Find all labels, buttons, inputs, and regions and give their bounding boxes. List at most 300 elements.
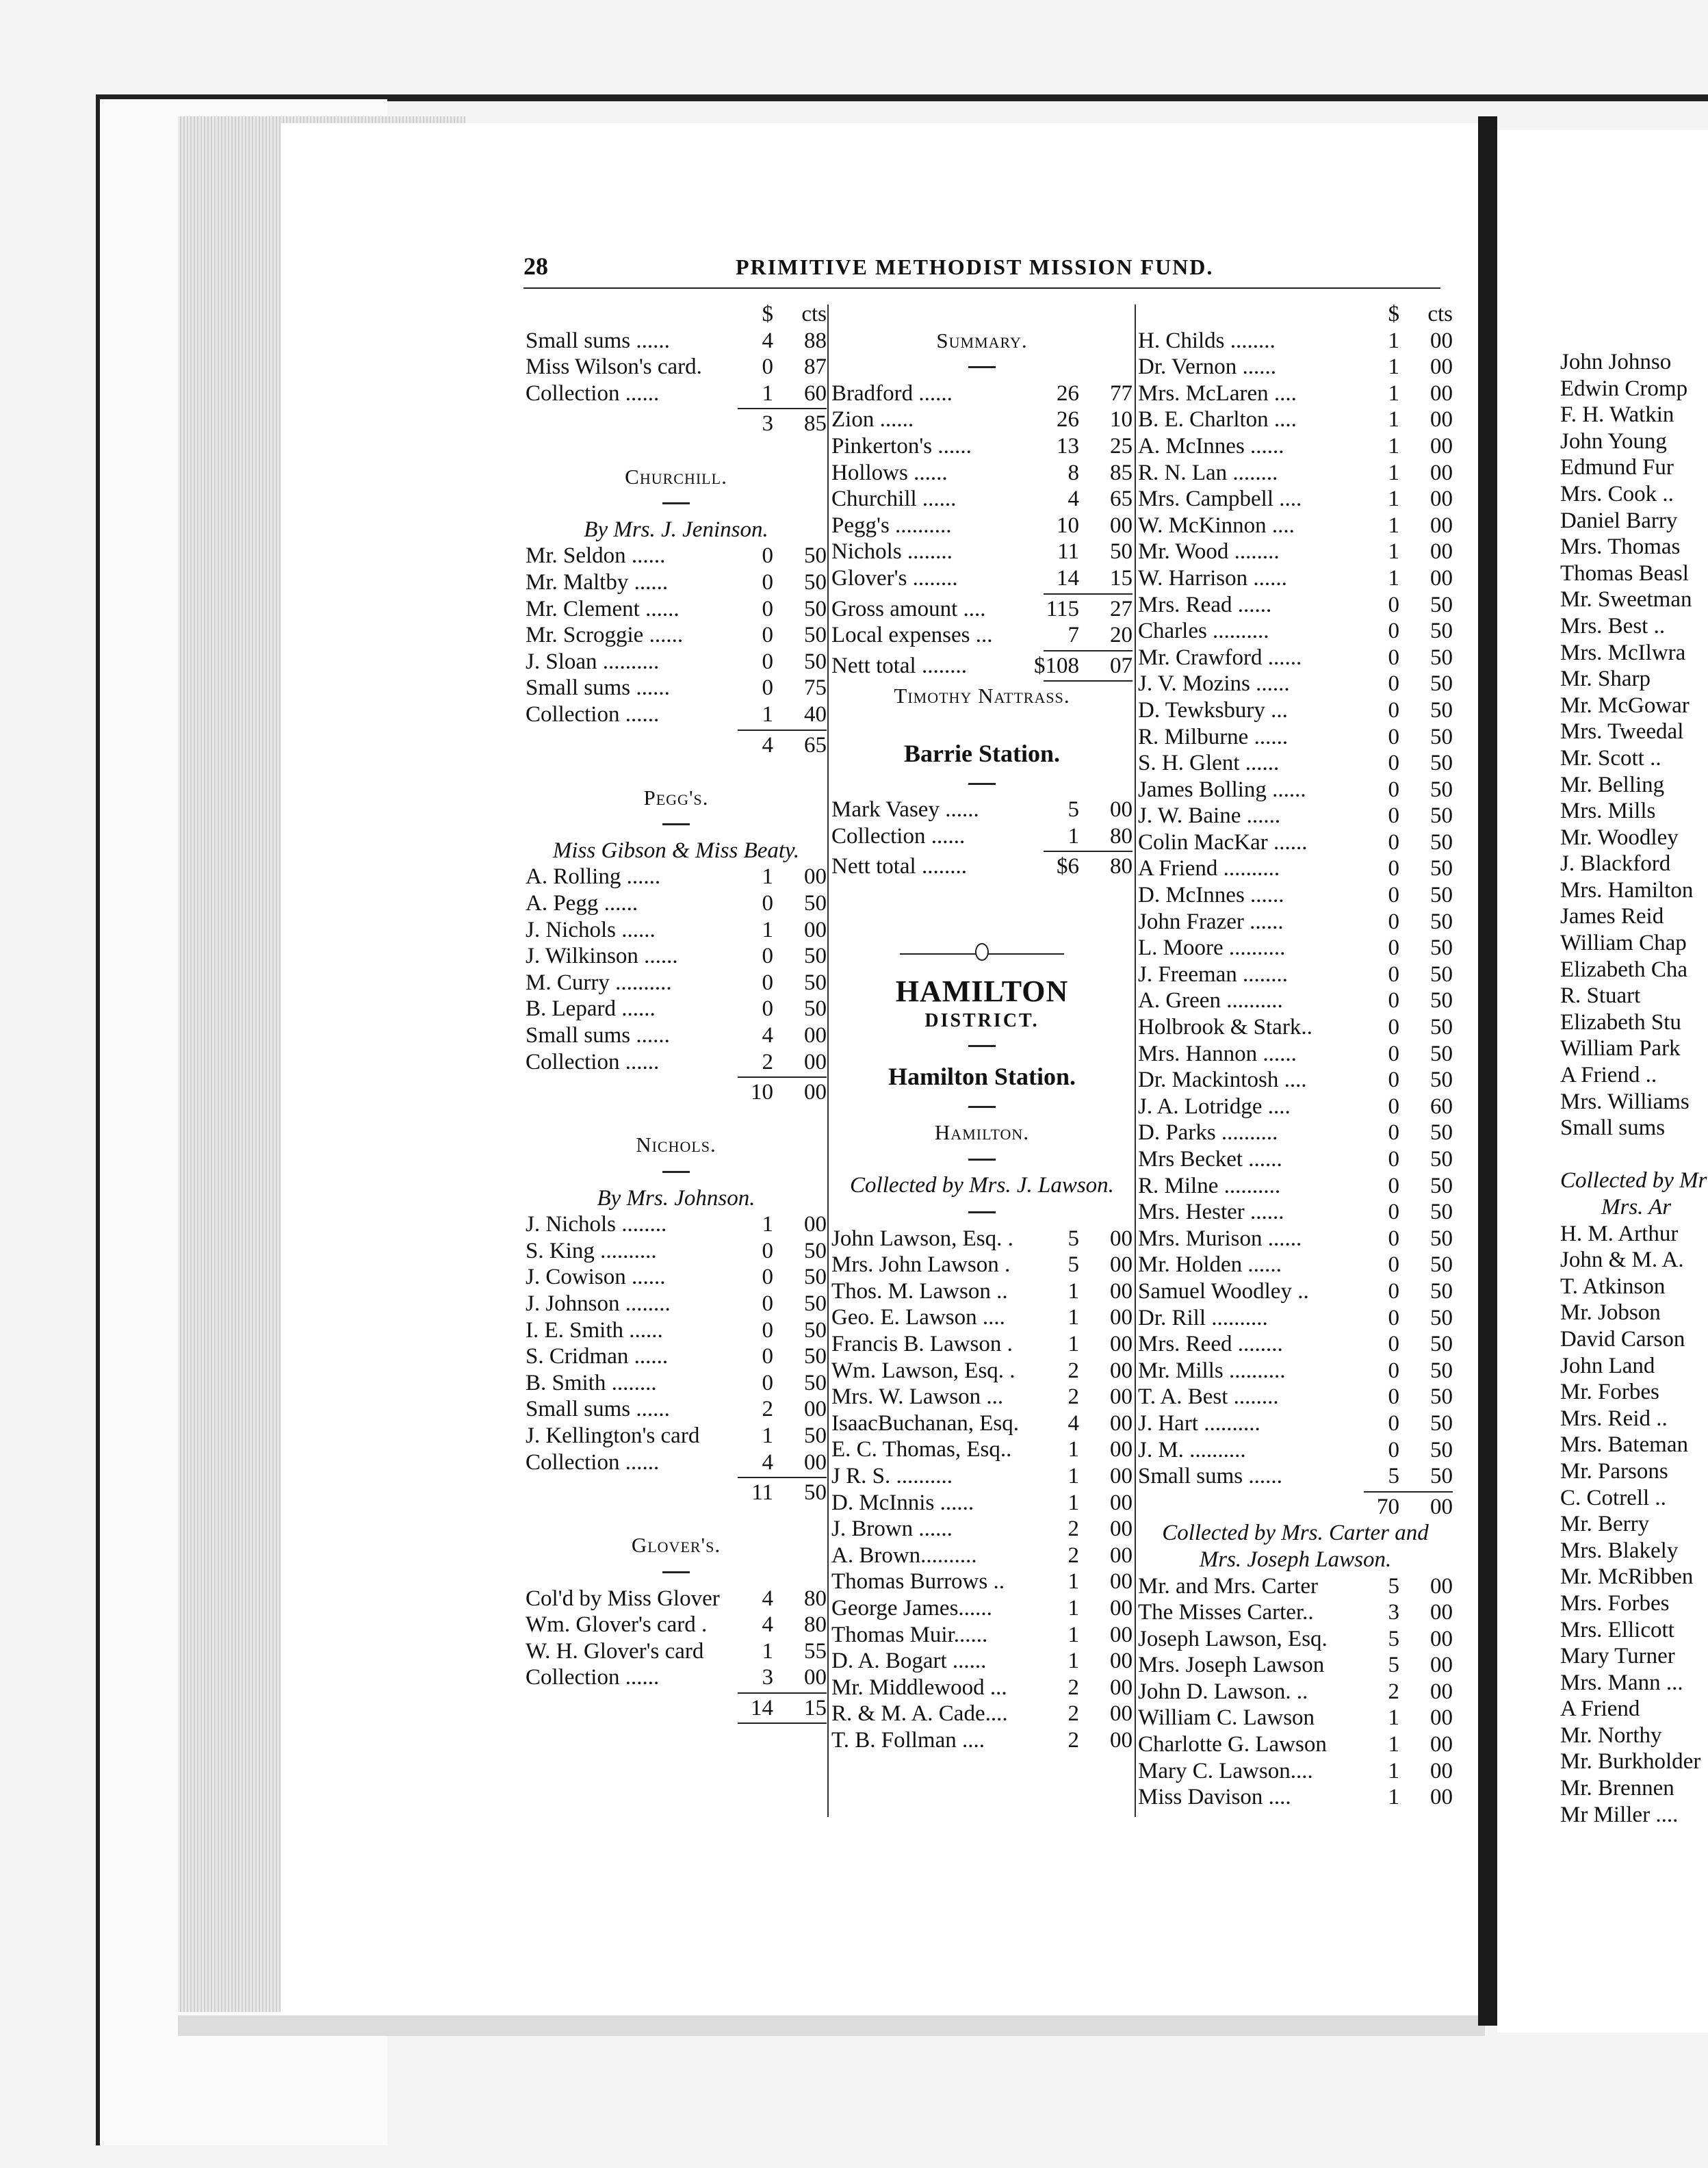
- entry-name: Mrs. W. Lawson ...: [831, 1384, 1004, 1410]
- entry-row: [526, 1586, 827, 1612]
- next-page-entry: Mrs. Thomas: [1560, 534, 1681, 560]
- entry-row: [526, 354, 827, 380]
- entry-name: Collection ......: [526, 1049, 660, 1074]
- entry-name: Dr. Mackintosh ....: [1138, 1068, 1307, 1093]
- entry-name: Zion ......: [831, 407, 914, 433]
- dash-mark: [968, 1159, 996, 1161]
- entry-row: [1138, 1094, 1453, 1120]
- entry-row: [1138, 1384, 1453, 1410]
- entry-name: W. H. Glover's card: [526, 1638, 704, 1664]
- next-page-entry: Thomas Beasl: [1560, 560, 1689, 586]
- entry-row: [526, 622, 827, 649]
- entry-name: T. A. Best ........: [1138, 1384, 1279, 1410]
- dash-mark: [662, 502, 690, 504]
- entry-name: E. C. Thomas, Esq..: [831, 1437, 1012, 1462]
- sum-rule-line: [738, 730, 827, 731]
- amount-dollars: $108: [1034, 653, 1079, 678]
- amount-dollars: 0: [1388, 1437, 1399, 1462]
- amount-cents: 80: [1110, 823, 1133, 849]
- amount-cents: 00: [1430, 1600, 1453, 1625]
- amount-cents: 50: [1430, 1147, 1453, 1172]
- entry-name: Thos. M. Lawson ..: [831, 1278, 1008, 1304]
- entry-row: [1138, 433, 1453, 460]
- entry-name: Charles ..........: [1138, 619, 1269, 644]
- amount-cents: 50: [1430, 883, 1453, 908]
- entry-row: [1138, 1252, 1453, 1278]
- next-page-entry: Mr. Sweetman: [1560, 587, 1692, 612]
- next-page-entry: Mrs. Forbes: [1560, 1590, 1670, 1616]
- entry-name: S. H. Glent ......: [1138, 751, 1280, 776]
- entry-row: [526, 1370, 827, 1397]
- sum-rule-line: [1044, 593, 1133, 595]
- entry-name: Mr. Holden ......: [1138, 1252, 1282, 1278]
- entry-name: William C. Lawson: [1138, 1705, 1315, 1731]
- entry-row: [526, 1423, 827, 1449]
- next-page-entry: [1560, 1141, 1707, 1168]
- amount-cents: 85: [1110, 460, 1133, 485]
- amount-dollars: 1: [1068, 1332, 1079, 1356]
- amount-cents: 50: [1430, 1278, 1453, 1304]
- entry-row: [831, 1304, 1133, 1331]
- sum-rule-line: [738, 1722, 827, 1724]
- amount-cents: 50: [1430, 592, 1453, 617]
- entry-name: Mr. Clement ......: [526, 596, 680, 621]
- amount-cents: 00: [1430, 565, 1453, 591]
- collector-line: Collected by Mrs. J. Lawson.: [850, 1173, 1114, 1198]
- next-page-entry: Mr. Burkholder: [1560, 1749, 1701, 1775]
- amount-dollars: 10: [751, 1080, 773, 1105]
- amount-dollars: 5: [1388, 1626, 1399, 1651]
- next-page-entry: Edmund Fur: [1560, 455, 1674, 480]
- entry-row: [526, 1049, 827, 1076]
- amount-dollars: 0: [1388, 1041, 1399, 1066]
- amount-dollars: 4: [762, 1612, 773, 1638]
- entry-name: Churchill ......: [831, 487, 957, 512]
- entry-row: [1138, 1014, 1453, 1041]
- amount-dollars: 0: [762, 891, 773, 916]
- entry-row: [526, 890, 827, 917]
- amount-cents: 00: [1430, 328, 1453, 353]
- amount-dollars: 0: [1388, 803, 1399, 829]
- amount-cents: 15: [1110, 565, 1133, 591]
- entry-row: [1138, 855, 1453, 882]
- amount-cents: 50: [1430, 803, 1453, 829]
- entry-row: [831, 1595, 1133, 1622]
- entry-row: [831, 565, 1133, 592]
- entry-row: [1138, 513, 1453, 539]
- next-page-entry: Elizabeth Cha: [1560, 957, 1688, 982]
- entry-name: Wm. Lawson, Esq. .: [831, 1358, 1015, 1383]
- entry-name: Collection ......: [526, 380, 660, 406]
- entry-row: [526, 917, 827, 944]
- amount-cents: 50: [1430, 1410, 1453, 1436]
- amount-cents: 50: [1430, 1041, 1453, 1066]
- entry-name: J. A. Lotridge ....: [1138, 1094, 1291, 1119]
- station-title: Barrie Station.: [904, 739, 1060, 767]
- entry-row: [1138, 1146, 1453, 1173]
- amount-cents: cts: [801, 302, 827, 326]
- amount-dollars: 0: [762, 623, 773, 648]
- entry-row: [1138, 1410, 1453, 1437]
- entry-row: [526, 675, 827, 701]
- entry-row: [1138, 909, 1453, 935]
- short-dash: [831, 354, 1133, 380]
- entry-row: [1138, 1437, 1453, 1464]
- entry-name: Mary C. Lawson....: [1138, 1758, 1313, 1783]
- entry-row: [831, 406, 1133, 433]
- entry-name: S. King ..........: [526, 1238, 657, 1263]
- amount-dollars: 0: [1388, 697, 1399, 723]
- entry-row: [526, 970, 827, 996]
- amount-dollars: 2: [1068, 1384, 1079, 1410]
- amount-dollars: 26: [1057, 407, 1079, 433]
- amount-dollars: 5: [1068, 1252, 1079, 1278]
- entry-name: Miss Wilson's card.: [526, 354, 702, 380]
- amount-cents: 00: [1110, 1358, 1133, 1383]
- amount-cents: 50: [804, 596, 827, 621]
- amount-cents: 00: [1110, 1463, 1133, 1488]
- amount-cents: 65: [804, 732, 827, 758]
- amount-cents: 50: [1430, 1252, 1453, 1278]
- entry-row: [1138, 1278, 1453, 1305]
- amount-dollars: 0: [1388, 962, 1399, 987]
- blank-row: [831, 301, 1133, 328]
- amount-cents: 25: [1110, 433, 1133, 459]
- amount-cents: 50: [1430, 1332, 1453, 1357]
- entry-row: [1138, 1173, 1453, 1200]
- next-page-entry: William Chap: [1560, 931, 1687, 956]
- amount-dollars: 115: [1046, 596, 1079, 621]
- sum-rule: [526, 1721, 827, 1725]
- sum-rule-line: [738, 1477, 827, 1478]
- amount-cents: 00: [1430, 513, 1453, 538]
- entry-row: [831, 1569, 1133, 1595]
- sum-rule-line: [738, 1076, 827, 1078]
- amount-cents: 60: [804, 380, 827, 406]
- amount-dollars: 2: [762, 1049, 773, 1074]
- entry-name: Bradford ......: [831, 380, 953, 406]
- running-title: PRIMITIVE METHODIST MISSION FUND.: [736, 255, 1214, 279]
- amount-dollars: $: [762, 302, 773, 326]
- entry-row: [831, 1278, 1133, 1305]
- entry-name: Thomas Burrows ..: [831, 1569, 1005, 1595]
- subtotal-row: [526, 1079, 827, 1106]
- entry-name: R. N. Lan ........: [1138, 460, 1278, 485]
- blank-row: [831, 880, 1133, 907]
- entry-name: J. Hart ..........: [1138, 1410, 1260, 1436]
- subtotal-row: [526, 1480, 827, 1506]
- subtotal-row: [526, 411, 827, 437]
- entry-name: John Lawson, Esq. .: [831, 1226, 1013, 1251]
- amount-cents: 00: [1430, 539, 1453, 565]
- amount-cents: 50: [804, 1317, 827, 1343]
- entry-name: J. Sloan ..........: [526, 649, 660, 674]
- amount-dollars: 0: [762, 944, 773, 969]
- amount-cents: 00: [1110, 1305, 1133, 1330]
- next-page-entry: Mr. Jobson: [1560, 1300, 1661, 1326]
- amount-cents: 50: [1430, 1358, 1453, 1383]
- next-page-entry: Edwin Cromp: [1560, 376, 1688, 401]
- amount-dollars: 0: [1388, 883, 1399, 908]
- amount-dollars: 5: [1388, 1573, 1399, 1599]
- entry-name: Miss Davison ....: [1138, 1785, 1291, 1810]
- amount-dollars: 1: [762, 917, 773, 942]
- amount-cents: 50: [804, 543, 827, 569]
- entry-row: [1138, 1331, 1453, 1358]
- amount-dollars: 0: [1388, 1094, 1399, 1119]
- entry-name: Dr. Vernon ......: [1138, 354, 1276, 380]
- column-1: [526, 301, 827, 1725]
- amount-cents: 07: [1110, 653, 1133, 678]
- amount-dollars: 26: [1057, 380, 1079, 406]
- entry-row: [526, 1211, 827, 1238]
- amount-dollars: 1: [1388, 380, 1399, 406]
- amount-dollars: 2: [1068, 1358, 1079, 1383]
- amount-cents: 00: [804, 1397, 827, 1422]
- amount-cents: 50: [1430, 1464, 1453, 1489]
- amount-cents: 00: [1110, 1701, 1133, 1727]
- amount-dollars: 1: [1388, 1705, 1399, 1731]
- short-dash: [526, 1559, 827, 1586]
- entry-row: [831, 1463, 1133, 1490]
- amount-cents: 50: [804, 1480, 827, 1506]
- entry-name: Holbrook & Stark..: [1138, 1015, 1312, 1040]
- next-page-entry: Daniel Barry: [1560, 508, 1678, 533]
- entry-name: J. Wilkinson ......: [526, 944, 678, 969]
- next-page-entry: Mr. Berry: [1560, 1512, 1650, 1537]
- entry-name: Mrs. Read ......: [1138, 592, 1272, 617]
- currency-header: [1138, 301, 1453, 328]
- entry-row: [1138, 1463, 1453, 1490]
- amount-dollars: 0: [1388, 1252, 1399, 1278]
- blank-row: [526, 1106, 827, 1133]
- subtotal-row: [1138, 1494, 1453, 1521]
- amount-dollars: 1: [1068, 1649, 1079, 1674]
- next-page-entry: Small sums: [1560, 1115, 1666, 1141]
- amount-cents: 00: [1110, 1675, 1133, 1700]
- entry-name: Small sums ......: [526, 675, 670, 701]
- entry-row: [1138, 1226, 1453, 1252]
- amount-cents: 00: [1430, 433, 1453, 459]
- amount-dollars: 0: [1388, 592, 1399, 617]
- amount-cents: 50: [1430, 1068, 1453, 1093]
- entry-name: Mrs Becket ......: [1138, 1147, 1282, 1172]
- amount-dollars: 2: [1068, 1517, 1079, 1542]
- amount-cents: 50: [1430, 909, 1453, 934]
- ornament-rule: [831, 933, 1133, 974]
- amount-cents: 50: [804, 1344, 827, 1369]
- section-heading: Summary.: [936, 328, 1028, 352]
- entry-name: Collection ......: [526, 701, 660, 727]
- entry-row: [1138, 565, 1453, 592]
- amount-cents: 50: [1430, 1200, 1453, 1225]
- dash-mark: [968, 366, 996, 368]
- amount-cents: 50: [804, 1238, 827, 1263]
- collector-line: By Mrs. Johnson.: [597, 1185, 755, 1211]
- entry-row: [1138, 1305, 1453, 1332]
- amount-cents: 00: [1430, 407, 1453, 433]
- next-page-entry: T. Atkinson: [1560, 1274, 1666, 1299]
- amount-cents: 00: [1430, 460, 1453, 485]
- amount-dollars: 10: [1057, 513, 1079, 538]
- entry-row: [526, 596, 827, 623]
- amount-dollars: 7: [1068, 623, 1079, 648]
- entry-name: Mr. Maltby ......: [526, 569, 669, 595]
- amount-dollars: 0: [1388, 1200, 1399, 1225]
- entry-name: Small sums ......: [526, 1023, 670, 1048]
- amount-dollars: 70: [1377, 1494, 1399, 1519]
- next-page-entry: Mrs. Reid ..: [1560, 1406, 1668, 1431]
- amount-cents: 50: [1430, 751, 1453, 776]
- amount-dollars: 11: [1057, 539, 1079, 565]
- short-dash: [526, 490, 827, 517]
- dash-mark: [968, 1211, 996, 1213]
- amount-dollars: 4: [1068, 1410, 1079, 1436]
- amount-dollars: 0: [1388, 751, 1399, 776]
- entry-name: Local expenses ...: [831, 623, 993, 648]
- entry-name: Pinkerton's ......: [831, 433, 972, 459]
- amount-cents: 00: [1110, 1622, 1133, 1647]
- amount-dollars: 1: [1388, 1732, 1399, 1757]
- next-page-entry: Mr. Woodley: [1560, 825, 1679, 850]
- entry-row: [526, 1449, 827, 1476]
- amount-dollars: 2: [1068, 1675, 1079, 1700]
- entry-name: D. Parks ..........: [1138, 1120, 1278, 1146]
- amount-dollars: 0: [1388, 1278, 1399, 1304]
- entry-name: Mrs. Joseph Lawson: [1138, 1653, 1325, 1678]
- entry-row: [1138, 1041, 1453, 1068]
- short-dash: [831, 1033, 1133, 1059]
- amount-cents: 00: [1430, 487, 1453, 512]
- amount-cents: 50: [1430, 856, 1453, 881]
- entry-name: Collection ......: [526, 1449, 660, 1475]
- next-page-entry: Elizabeth Stu: [1560, 1009, 1681, 1035]
- amount-dollars: 0: [762, 970, 773, 995]
- amount-dollars: 0: [762, 596, 773, 621]
- amount-dollars: 1: [1068, 1569, 1079, 1595]
- amount-dollars: 5: [1068, 797, 1079, 823]
- amount-cents: 80: [804, 1612, 827, 1638]
- blank-row: [831, 906, 1133, 933]
- entry-name: Small sums ......: [526, 1397, 670, 1422]
- entry-name: J. Nichols ........: [526, 1212, 667, 1237]
- next-page-entry: James Reid: [1560, 904, 1664, 929]
- next-page-entry: R. Stuart: [1560, 983, 1641, 1009]
- entry-row: [526, 1396, 827, 1423]
- amount-dollars: 1: [1388, 1785, 1399, 1810]
- amount-dollars: 5: [1388, 1653, 1399, 1678]
- amount-cents: 50: [1430, 697, 1453, 723]
- amount-dollars: 2: [1388, 1679, 1399, 1704]
- subtotal-row: [526, 1695, 827, 1722]
- entry-name: A. Pegg ......: [526, 891, 638, 916]
- amount-cents: 50: [804, 649, 827, 674]
- amount-cents: 50: [1430, 1120, 1453, 1146]
- entry-row: [526, 1022, 827, 1049]
- dash-mark: [968, 1106, 996, 1108]
- short-dash: [831, 1199, 1133, 1226]
- next-page-entry: Mrs. Bateman: [1560, 1432, 1688, 1458]
- next-page-entry: John Young: [1560, 428, 1667, 454]
- amount-cents: 50: [804, 1291, 827, 1316]
- short-dash: [831, 771, 1133, 797]
- entry-row: [1138, 1573, 1453, 1600]
- entry-row: [1138, 750, 1453, 777]
- next-page-entry: Mrs. Hamilton: [1560, 877, 1694, 903]
- entry-name: Mrs. Hester ......: [1138, 1200, 1284, 1225]
- next-page-entry: A Friend: [1560, 1696, 1640, 1722]
- column-3: [1138, 301, 1453, 1811]
- amount-dollars: 0: [1388, 856, 1399, 881]
- entry-name: Mrs. Reed ........: [1138, 1332, 1283, 1357]
- entry-name: D. A. Bogart ......: [831, 1649, 987, 1674]
- amount-cents: 50: [804, 623, 827, 648]
- district-title: HAMILTON: [895, 975, 1069, 1009]
- amount-cents: 00: [1110, 1226, 1133, 1251]
- amount-cents: 00: [804, 1023, 827, 1048]
- entry-name: M. Curry ..........: [526, 970, 672, 995]
- entry-row: [1138, 803, 1453, 829]
- entry-name: Dr. Rill ..........: [1138, 1305, 1268, 1330]
- amount-dollars: 0: [762, 1344, 773, 1369]
- amount-cents: 00: [1430, 1758, 1453, 1783]
- entry-row: [1138, 486, 1453, 513]
- entry-row: [831, 1701, 1133, 1727]
- amount-dollars: 0: [1388, 909, 1399, 934]
- next-page-entry: Mr. Brennen: [1560, 1776, 1674, 1801]
- sum-rule-line: [1364, 1491, 1453, 1493]
- next-page-entry: H. M. Arthur: [1560, 1221, 1679, 1246]
- entry-row: [1138, 354, 1453, 380]
- entry-name: A. McInnes ......: [1138, 433, 1284, 459]
- entry-name: Gross amount ....: [831, 596, 986, 621]
- amount-cents: 50: [1430, 671, 1453, 697]
- amount-dollars: 0: [762, 1238, 773, 1263]
- amount-cents: 50: [1430, 829, 1453, 855]
- entry-row: [526, 943, 827, 970]
- entry-name: J R. S. ..........: [831, 1463, 953, 1488]
- amount-cents: 00: [1430, 1705, 1453, 1731]
- amount-cents: 00: [1430, 1573, 1453, 1599]
- amount-cents: 50: [804, 944, 827, 969]
- amount-dollars: 0: [1388, 671, 1399, 697]
- entry-name: B. Lepard ......: [526, 996, 656, 1022]
- amount-cents: 80: [804, 1586, 827, 1611]
- amount-dollars: 1: [1388, 513, 1399, 538]
- next-page-entry: John Land: [1560, 1353, 1655, 1378]
- entry-row: [526, 543, 827, 569]
- short-dash: [526, 1159, 827, 1185]
- entry-name: Mr. Middlewood ...: [831, 1675, 1007, 1700]
- entry-name: L. Moore ..........: [1138, 935, 1286, 961]
- entry-name: J. Johnson ........: [526, 1291, 671, 1316]
- collector-line: Mrs. Joseph Lawson.: [1199, 1547, 1392, 1572]
- amount-dollars: 1: [1388, 1758, 1399, 1783]
- amount-dollars: 1: [1068, 1278, 1079, 1304]
- sum-rule-line: [738, 408, 827, 409]
- amount-cents: cts: [1427, 302, 1453, 326]
- next-page-entry: Mrs. Ellicott: [1560, 1617, 1674, 1642]
- amount-dollars: 1: [762, 1423, 773, 1448]
- next-page-entry: Collected by Mr: [1560, 1168, 1707, 1193]
- entry-row: [831, 653, 1133, 680]
- amount-dollars: 0: [1388, 1226, 1399, 1251]
- amount-dollars: 4: [762, 732, 773, 758]
- entry-row: [1138, 1705, 1453, 1731]
- entry-name: Francis B. Lawson .: [831, 1332, 1013, 1356]
- column-divider: [827, 305, 829, 1817]
- amount-cents: 50: [1430, 988, 1453, 1014]
